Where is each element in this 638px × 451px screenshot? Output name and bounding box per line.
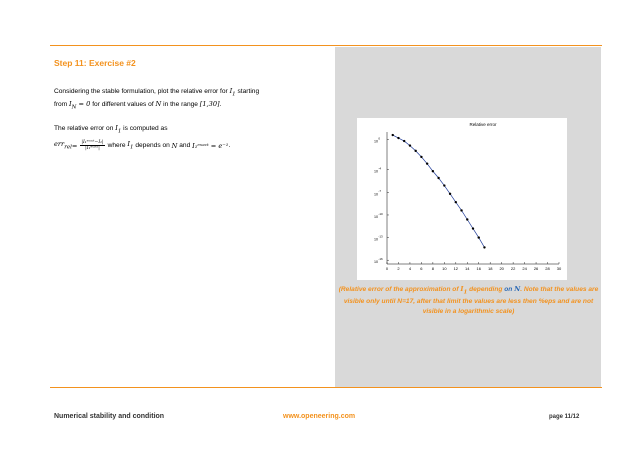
step-title: Step 11: Exercise #2 (54, 58, 136, 68)
y-tick-exponent: -7 (378, 189, 382, 194)
x-tick-label: 6 (420, 266, 423, 271)
data-point (432, 170, 434, 172)
x-tick-label: 30 (556, 266, 562, 271)
footer-rule (50, 387, 602, 388)
math-I1-exact: I₁ᵉˣᵃᶜᵗ = e⁻¹ (192, 141, 229, 150)
x-tick-label: 8 (431, 266, 434, 271)
x-tick-label: 22 (510, 266, 516, 271)
x-tick-label: 2 (397, 266, 400, 271)
footer-website-link[interactable]: www.openeering.com (283, 413, 356, 420)
footer-page-number: page 11/12 (549, 414, 580, 420)
y-tick-label: 10 (374, 237, 378, 242)
data-point (437, 177, 439, 179)
y-tick-exponent: 0 (378, 136, 381, 141)
data-point (443, 184, 445, 186)
data-point (420, 156, 422, 158)
instruction-paragraph: Considering the stable formulation, plot the relative error for $I_1$ starting from $I_N = 0$ for different values of N in the range [1,30]. (54, 87, 260, 111)
series-line (393, 135, 485, 247)
x-tick-label: 26 (533, 266, 539, 271)
data-point (478, 236, 480, 238)
math-I1: $I_1$ (460, 285, 468, 296)
math-N: N (155, 100, 162, 109)
formula-lhs: err$_{rel}$ (54, 140, 72, 151)
math-IN: $I_N = 0$ (69, 100, 91, 111)
y-tick-label: 10 (374, 214, 378, 219)
data-point (472, 227, 474, 229)
formula-fraction: $\frac{\text{|I₁ᵉˣᵃᶜᵗ−I₁|}}{\text{|I₁ᵉˣᵃᶜᵗ|}}$ (81, 140, 104, 151)
math-I1: $I_1$ (229, 87, 236, 98)
relative-error-chart (357, 118, 567, 280)
header-rule (50, 45, 602, 46)
error-definition-paragraph: The relative error on $I_1$ is computed as (54, 124, 168, 135)
data-point (414, 150, 416, 152)
data-point (409, 144, 411, 146)
chart-svg (357, 118, 567, 280)
footer-document-title: Numerical stability and condition (54, 413, 165, 420)
x-tick-label: 24 (522, 266, 527, 271)
math-I1: $I_1$ (115, 124, 122, 135)
x-tick-label: 18 (487, 266, 493, 271)
data-point (483, 246, 485, 248)
data-point (455, 201, 457, 203)
y-tick-label: 10 (374, 260, 378, 265)
data-point (392, 134, 394, 136)
data-point (426, 162, 428, 164)
x-tick-label: 28 (545, 266, 550, 271)
y-tick-label: 10 (374, 169, 378, 174)
x-tick-label: 14 (465, 266, 470, 271)
y-tick-exponent: -4 (378, 166, 382, 171)
chart-title: Relative error (469, 122, 497, 127)
y-tick-label: 10 (374, 192, 378, 197)
relative-error-formula: err$_{rel}$ = $\frac{\text{|I₁ᵉˣᵃᶜᵗ−I₁|}}{\text{|I₁ᵉˣᵃᶜᵗ|}}$ where $I_1$ depends on N and I₁ᵉˣᵃᶜᵗ = e⁻¹ . (54, 140, 231, 151)
y-tick-exponent: -16 (378, 257, 383, 262)
data-point (403, 140, 405, 142)
math-range: [1,30] (199, 100, 220, 109)
x-tick-label: 0 (385, 266, 389, 271)
data-point (449, 193, 451, 195)
caption-highlight: on (504, 286, 513, 293)
y-tick-exponent: -10 (378, 211, 383, 216)
data-point (397, 137, 399, 139)
x-tick-label: 10 (442, 266, 447, 271)
data-point (460, 209, 462, 211)
x-tick-label: 20 (499, 266, 504, 271)
x-tick-label: 16 (476, 266, 481, 271)
figure-caption: (Relative error of the approximation of $I_1$ depending on N. Note that the values are visible only until N=17, after that limit the values are less then %eps and are not visible in a logarithmic scale) (338, 285, 599, 316)
y-tick-label: 10 (374, 139, 378, 144)
y-tick-exponent: -13 (378, 234, 383, 239)
x-tick-label: 4 (408, 266, 412, 271)
math-I1: $I_1$ (127, 140, 134, 151)
data-point (466, 218, 468, 220)
x-tick-label: 12 (453, 266, 459, 271)
